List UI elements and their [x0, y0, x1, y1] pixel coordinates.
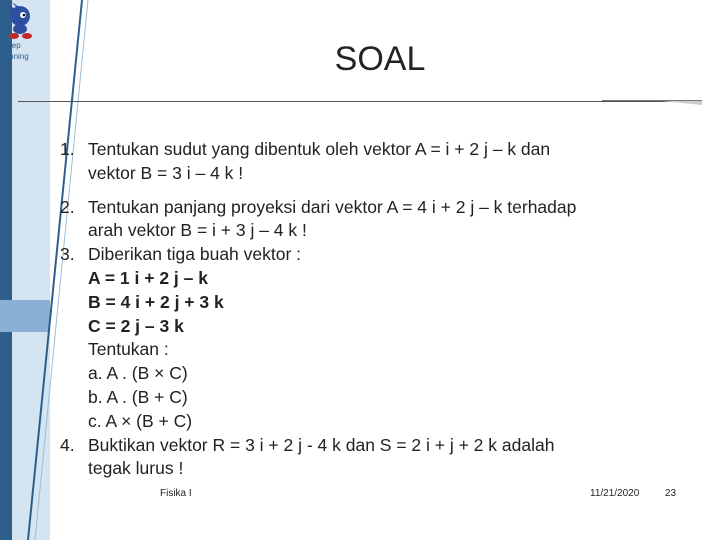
page-title: SOAL	[334, 40, 426, 78]
vector-definition: A = 1 i + 2 j – k	[88, 267, 208, 288]
problem-number: 2.	[60, 196, 75, 217]
task-label: Tentukan :	[88, 339, 169, 360]
problem-2	[60, 196, 680, 244]
divider-flourish	[602, 96, 702, 106]
problem-list	[60, 138, 680, 481]
problem-1	[60, 138, 680, 186]
vector-definition: C = 2 j – 3 k	[88, 315, 184, 336]
problem-text-line: arah vektor B = i + 3 j – 4 k !	[88, 220, 307, 241]
logo-caption	[2, 40, 29, 62]
problem-number: 4.	[60, 434, 75, 455]
problem-text-line: Tentukan sudut yang dibentuk oleh vektor A = i + 2 j – k dan	[88, 139, 551, 159]
problem-number: 3.	[60, 244, 75, 265]
footer-page-number: 23	[665, 488, 677, 499]
task-item: a. A . (B × C)	[88, 363, 188, 384]
problem-text-line: Diberikan tiga buah vektor :	[88, 244, 302, 265]
title-divider	[18, 101, 702, 102]
footer-date: 11/21/2020	[590, 488, 640, 499]
footer-course: Fisika I	[160, 488, 192, 499]
problem-number: 1.	[60, 139, 75, 159]
problem-4	[60, 434, 680, 482]
vector-definition: B = 4 i + 2 j + 3 k	[88, 291, 224, 312]
mascot-logo	[2, 2, 40, 40]
logo-caption-line1: Keep	[2, 41, 21, 50]
problem-text-line: tegak lurus !	[88, 458, 184, 479]
problem-text-line: Buktikan vektor R = 3 i + 2 j - 4 k dan S = 2 i + j + 2 k adalah	[88, 434, 555, 455]
problem-text-line: Tentukan panjang proyeksi dari vektor A = 4 i + 2 j – k terhadap	[88, 196, 577, 217]
logo-caption-line2: running	[2, 52, 29, 61]
task-item: c. A × (B + C)	[88, 410, 193, 431]
problem-text-line: vektor B = 3 i – 4 k !	[88, 162, 244, 183]
problem-3	[60, 243, 680, 433]
task-item: b. A . (B + C)	[88, 386, 188, 407]
